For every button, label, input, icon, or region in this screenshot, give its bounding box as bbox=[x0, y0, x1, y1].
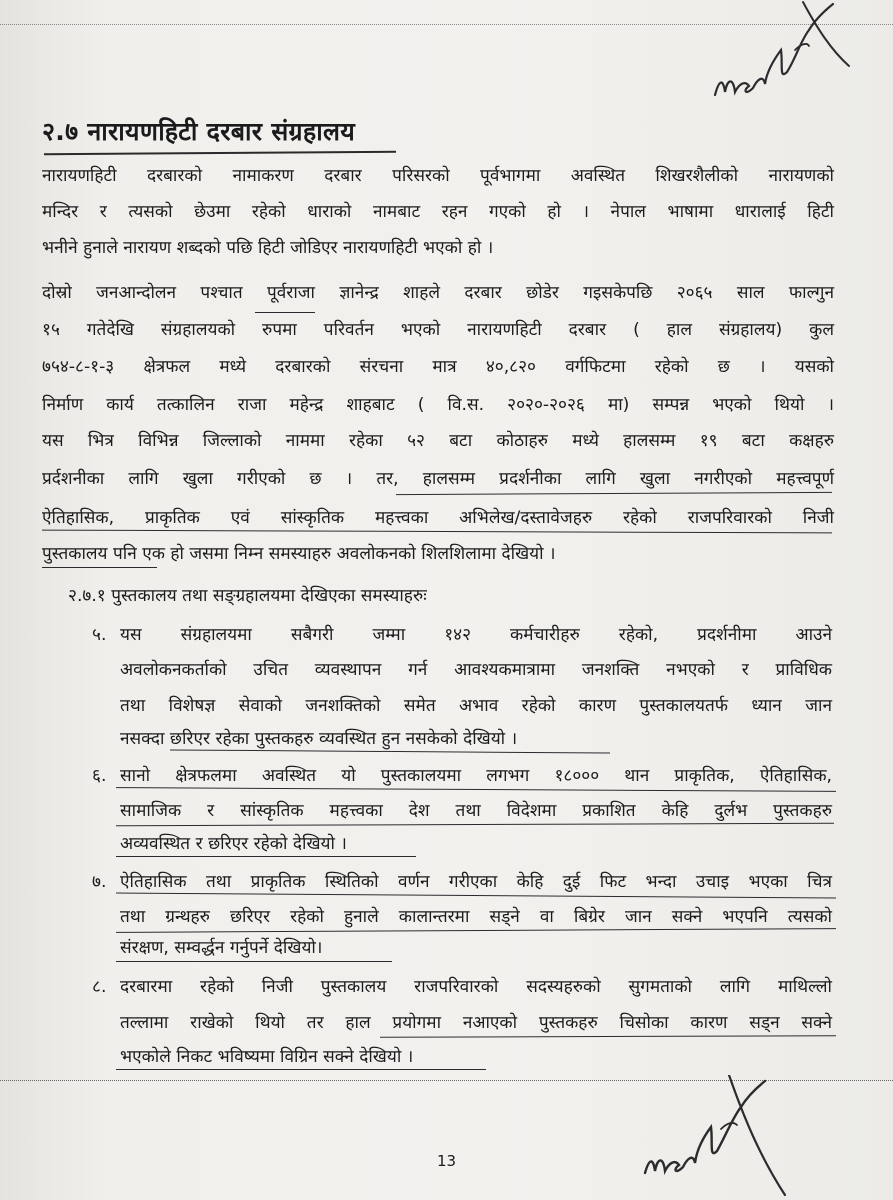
item8-line-2: तल्लामा राखेको थियो तर हाल प्रयोगमा नआएको पुस्तकहरु चिसोका कारण सड्न सक्ने bbox=[120, 1013, 832, 1033]
para2-line-6: प्रर्दशनीका लागि खुला गरीएको छ । तर, हालसम्म प्रदर्शनीका लागि खुला नगरीएको महत्त्वपूर्ण bbox=[42, 469, 834, 489]
signature-top bbox=[705, 0, 855, 110]
para2-line-7: ऐतिहासिक, प्राकृतिक एवं सांस्कृतिक महत्त्वका अभिलेख/दस्तावेजहरु रहेको राजपरिवारको निजी bbox=[42, 508, 834, 528]
pen-underline bbox=[116, 961, 392, 962]
item5-line-2: अवलोकनकर्ताको उचित व्यवस्थापन गर्न आवश्यकमात्रामा जनशक्ति नभएको र प्राविधिक bbox=[120, 660, 832, 680]
pen-underline bbox=[42, 567, 157, 568]
item7-line-1: ऐतिहासिक तथा प्राकृतिक स्थितिको वर्णन गरीएका केहि दुई फिट भन्दा उचाइ भएका चित्र bbox=[120, 872, 832, 892]
item6-line-1: सानो क्षेत्रफलमा अवस्थित यो पुस्तकालयमा लगभग १८००० थान प्राकृतिक, ऐतिहासिक, bbox=[120, 766, 832, 786]
item5-line-4: नसक्दा छरिएर रहेका पुस्तकहरु व्यवस्थित हुन नसकेको देखियो । bbox=[120, 729, 518, 749]
para2-line-4: निर्माण कार्य तत्कालिन राजा महेन्द्र शाहबाट ( वि.स. २०२०-२०२६ मा) सम्पन्न भएको थियो । bbox=[42, 395, 834, 415]
item-number: ६. bbox=[92, 766, 107, 786]
pen-underline bbox=[116, 823, 834, 827]
pen-underline bbox=[42, 530, 832, 534]
section-heading: २.७ नारायणहिटी दरबार संग्रहालय bbox=[42, 117, 356, 146]
item6-line-2: सामाजिक र सांस्कृतिक महत्त्वका देश तथा विदेशमा प्रकाशित केहि दुर्लभ पुस्तकहरु bbox=[120, 801, 832, 821]
pen-underline bbox=[116, 1069, 486, 1070]
para2-line-2: १५ गतेदेखि संग्रहालयको रुपमा परिवर्तन भएको नारायणहिटी दरबार ( हाल संग्रहालय) कुल bbox=[42, 320, 834, 340]
pen-underline bbox=[116, 928, 836, 933]
para2-line-3: ७५४-८-१-३ क्षेत्रफल मध्ये दरबारको संरचना मात्र ४०,८२० वर्गफिटमा रहेको छ । यसको bbox=[42, 357, 834, 377]
para2-line-5: यस भित्र विभिन्न जिल्लाको नाममा रहेका ५२ बटा कोठाहरु मध्ये हालसम्म १९ बटा कक्षहरु bbox=[42, 431, 834, 451]
pen-underline bbox=[116, 787, 836, 792]
item5-line-3: तथा विशेषज्ञ सेवाको जनशक्तिको समेत अभाव रहेको कारण पुस्तकालयतर्फ ध्यान जान bbox=[120, 696, 832, 716]
heading-underline bbox=[44, 151, 396, 155]
pen-underline bbox=[255, 312, 315, 313]
item8-line-1: दरबारमा रहेको निजी पुस्तकालय राजपरिवारको सदस्यहरुको सुगमताको लागि माथिल्लो bbox=[120, 977, 832, 997]
signature-bottom bbox=[625, 1075, 795, 1200]
item7-line-3: संरक्षण, सम्वर्द्धन गर्नुपर्ने देखियो। bbox=[120, 938, 323, 958]
para2-line-8: पुस्तकालय पनि एक हो जसमा निम्न समस्याहरु अवलोकनको शिलशिलामा देखियो । bbox=[42, 544, 556, 564]
pen-underline bbox=[170, 749, 610, 753]
para1-line-2: मन्दिर र त्यसको छेउमा रहेको धाराको नामबाट रहन गएको हो । नेपाल भाषामा धारालाई हिटी bbox=[42, 202, 834, 222]
item7-line-2: तथा ग्रन्थहरु छरिएर रहेको हुनाले कालान्तरमा सड्ने वा बिग्रेर जान सक्ने भएपनि त्यसको bbox=[120, 907, 832, 927]
item-number: ५. bbox=[92, 625, 107, 645]
subsection-heading: २.७.१ पुस्तकालय तथा सङ्ग्रहालयमा देखिएका समस्याहरुः bbox=[68, 586, 427, 606]
item-number: ७. bbox=[92, 872, 107, 892]
page-number: 13 bbox=[436, 1152, 457, 1170]
pen-underline bbox=[116, 856, 416, 857]
para1-line-3: भनीने हुनाले नारायण शब्दको पछि हिटी जोडिएर नारायणहिटी भएको हो । bbox=[42, 238, 494, 258]
item8-line-3: भएकोले निकट भविष्यमा विग्रिन सक्ने देखियो । bbox=[120, 1047, 414, 1067]
para2-line-1: दोस्रो जनआन्दोलन पश्चात पूर्वराजा ज्ञानेन्द्र शाहले दरबार छोडेर गइसकेपछि २०६५ साल फाल्गुन bbox=[42, 283, 834, 303]
item-number: ८. bbox=[92, 977, 107, 997]
pen-underline bbox=[116, 892, 836, 898]
item6-line-3: अव्यवस्थित र छरिएर रहेको देखियो । bbox=[120, 834, 347, 854]
pen-underline bbox=[380, 1035, 836, 1038]
para1-line-1: नारायणहिटी दरबारको नामाकरण दरबार परिसरको पूर्वभागमा अवस्थित शिखरशैलीको नारायणको bbox=[42, 166, 834, 186]
item5-line-1: यस संग्रहालयमा सबैगरी जम्मा १४२ कर्मचारीहरु रहेको, प्रदर्शनीमा आउने bbox=[120, 625, 832, 645]
pen-underline bbox=[396, 492, 832, 495]
